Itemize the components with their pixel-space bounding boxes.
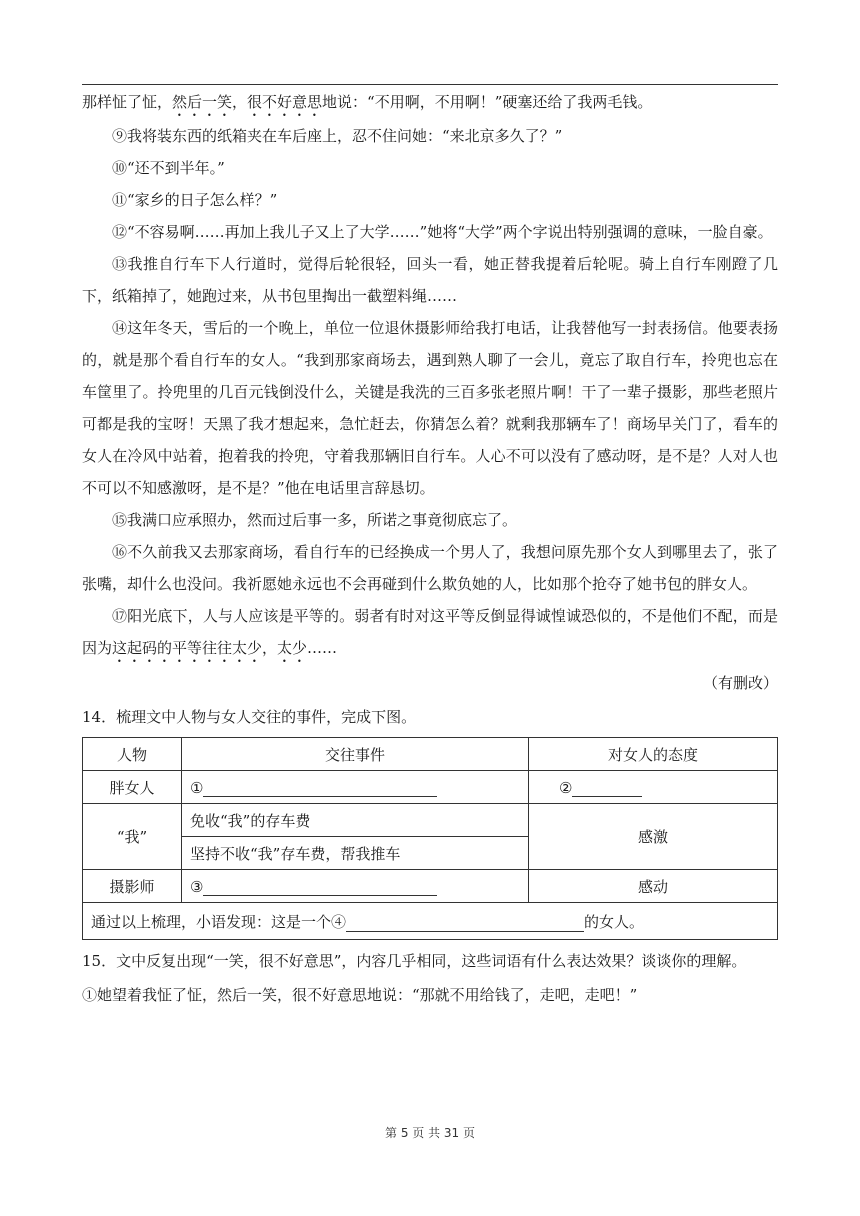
person-cell: “我” [83, 804, 182, 870]
paragraph-14: ⑭这年冬天，雪后的一个晚上，单位一位退休摄影师给我打电话，让我替他写一封表扬信。他要表扬的，就是那个看自行车的女人。“我到那家商场去，遇到熟人聊了一会儿，竟忘了取自行车，拎兜也忘在车筐里了。拎兜里的几百元钱倒没什么，关键是我洗的三百多张老照片啊！干了一辈子摄影，那些老照片可都是我的宝呀！天黑了我才想起来，急忙赶去，你猜怎么着？就剩我那辆车了！商场早关门了，看车的女人在冷风中站着，抱着我的拎兜，守着我那辆旧自行车。人心不可以没有了感动呀，是不是？人对人也不可以不知感激呀，是不是？”他在电话里言辞恳切。 [82, 319, 778, 497]
table-header-row [83, 738, 778, 771]
source-note: （有删改） [702, 674, 778, 692]
table-summary-row [83, 903, 778, 940]
attitude-cell: 感动 [529, 870, 778, 903]
paragraph-10: ⑩“还不到半年。” [112, 159, 225, 177]
event-cell: 坚持不收“我”存车费，帮我推车 [182, 837, 529, 870]
question-15-line-1: ①她望着我怔了怔，然后一笑，很不好意思地说：“那就不用给钱了，走吧，走吧！” [82, 986, 638, 1004]
question-14-prompt: 14．梳理文中人物与女人交往的事件，完成下图。 [82, 708, 417, 726]
paragraph-8-end [82, 86, 778, 120]
blank-number: ① [190, 778, 204, 797]
header-event: 交往事件 [182, 738, 529, 771]
header-rule [82, 84, 778, 85]
answer-blank-1[interactable] [203, 778, 437, 797]
paragraph-11: ⑪“家乡的日子怎么样？” [112, 191, 278, 209]
blank-number: ④ [331, 912, 347, 931]
header-person: 人物 [83, 738, 182, 771]
answer-blank-2[interactable] [572, 778, 642, 797]
paragraph-16: ⑯不久前我又去那家商场，看自行车的已经换成一个男人了，我想问原先那个女人到哪里去了，张了张嘴，却什么也没问。我祈愿她永远也不会再碰到什么欺负她的人，比如那个抢夺了她书包的胖女人。 [82, 543, 778, 593]
question-14-table [82, 737, 778, 940]
page-footer: 第 5 页 共 31 页 [385, 1126, 475, 1140]
person-cell: 摄影师 [83, 870, 182, 903]
summary-cell [83, 903, 778, 940]
answer-blank-3[interactable] [203, 877, 437, 896]
table-row [83, 870, 778, 903]
event-cell [182, 870, 529, 903]
paragraph-15: ⑮我满口应承照办，然而过后事一多，所诺之事竟彻底忘了。 [112, 511, 518, 529]
question-15-prompt: 15．文中反复出现“一笑，很不好意思”，内容几乎相同，这些词语有什么表达效果？谈谈你的理解。 [82, 952, 747, 970]
paragraph-17 [82, 600, 778, 666]
emphasized-text: 然后一笑，很不好意思 [172, 93, 323, 111]
page-content [82, 86, 778, 1012]
header-attitude: 对女人的态度 [529, 738, 778, 771]
attitude-cell [529, 771, 778, 804]
summary-text: 通过以上梳理，小语发现：这是一个 [91, 912, 332, 931]
person-cell: 胖女人 [83, 771, 182, 804]
emphasized-text: 这起码的平等往往太少，太少 [112, 639, 308, 657]
attitude-cell: 感激 [529, 804, 778, 870]
paragraph-12: ⑫“不容易啊……再加上我儿子又上了大学……”她将“大学”两个字说出特别强调的意味，一脸自豪。 [112, 223, 773, 241]
answer-blank-4[interactable] [346, 913, 584, 932]
event-cell: 免收“我”的存车费 [182, 804, 529, 837]
text-span: 那样怔了怔， [82, 93, 173, 111]
paragraph-9: ⑨我将装东西的纸箱夹在车后座上，忍不住问她：“来北京多久了？” [112, 127, 563, 145]
text-span: …… [307, 639, 338, 657]
paragraph-13: ⑬我推自行车下人行道时，觉得后轮很轻，回头一看，她正替我提着后轮呢。骑上自行车刚蹬了几下，纸箱掉了，她跑过来，从书包里掏出一截塑料绳…… [82, 255, 778, 305]
summary-text: 的女人。 [584, 912, 645, 931]
text-span: 地说：“不用啊，不用啊！”硬塞还给了我两毛钱。 [322, 93, 653, 111]
text-span: ⑰阳光底下，人与人应该是平等的。弱者有时对这平等反倒显得诚惶诚恐似的，不是他们不配，而是因为 [82, 607, 778, 657]
table-row [83, 804, 778, 837]
event-cell [182, 771, 529, 804]
blank-number: ③ [190, 877, 204, 896]
table-row [83, 771, 778, 804]
blank-number: ② [559, 778, 573, 797]
